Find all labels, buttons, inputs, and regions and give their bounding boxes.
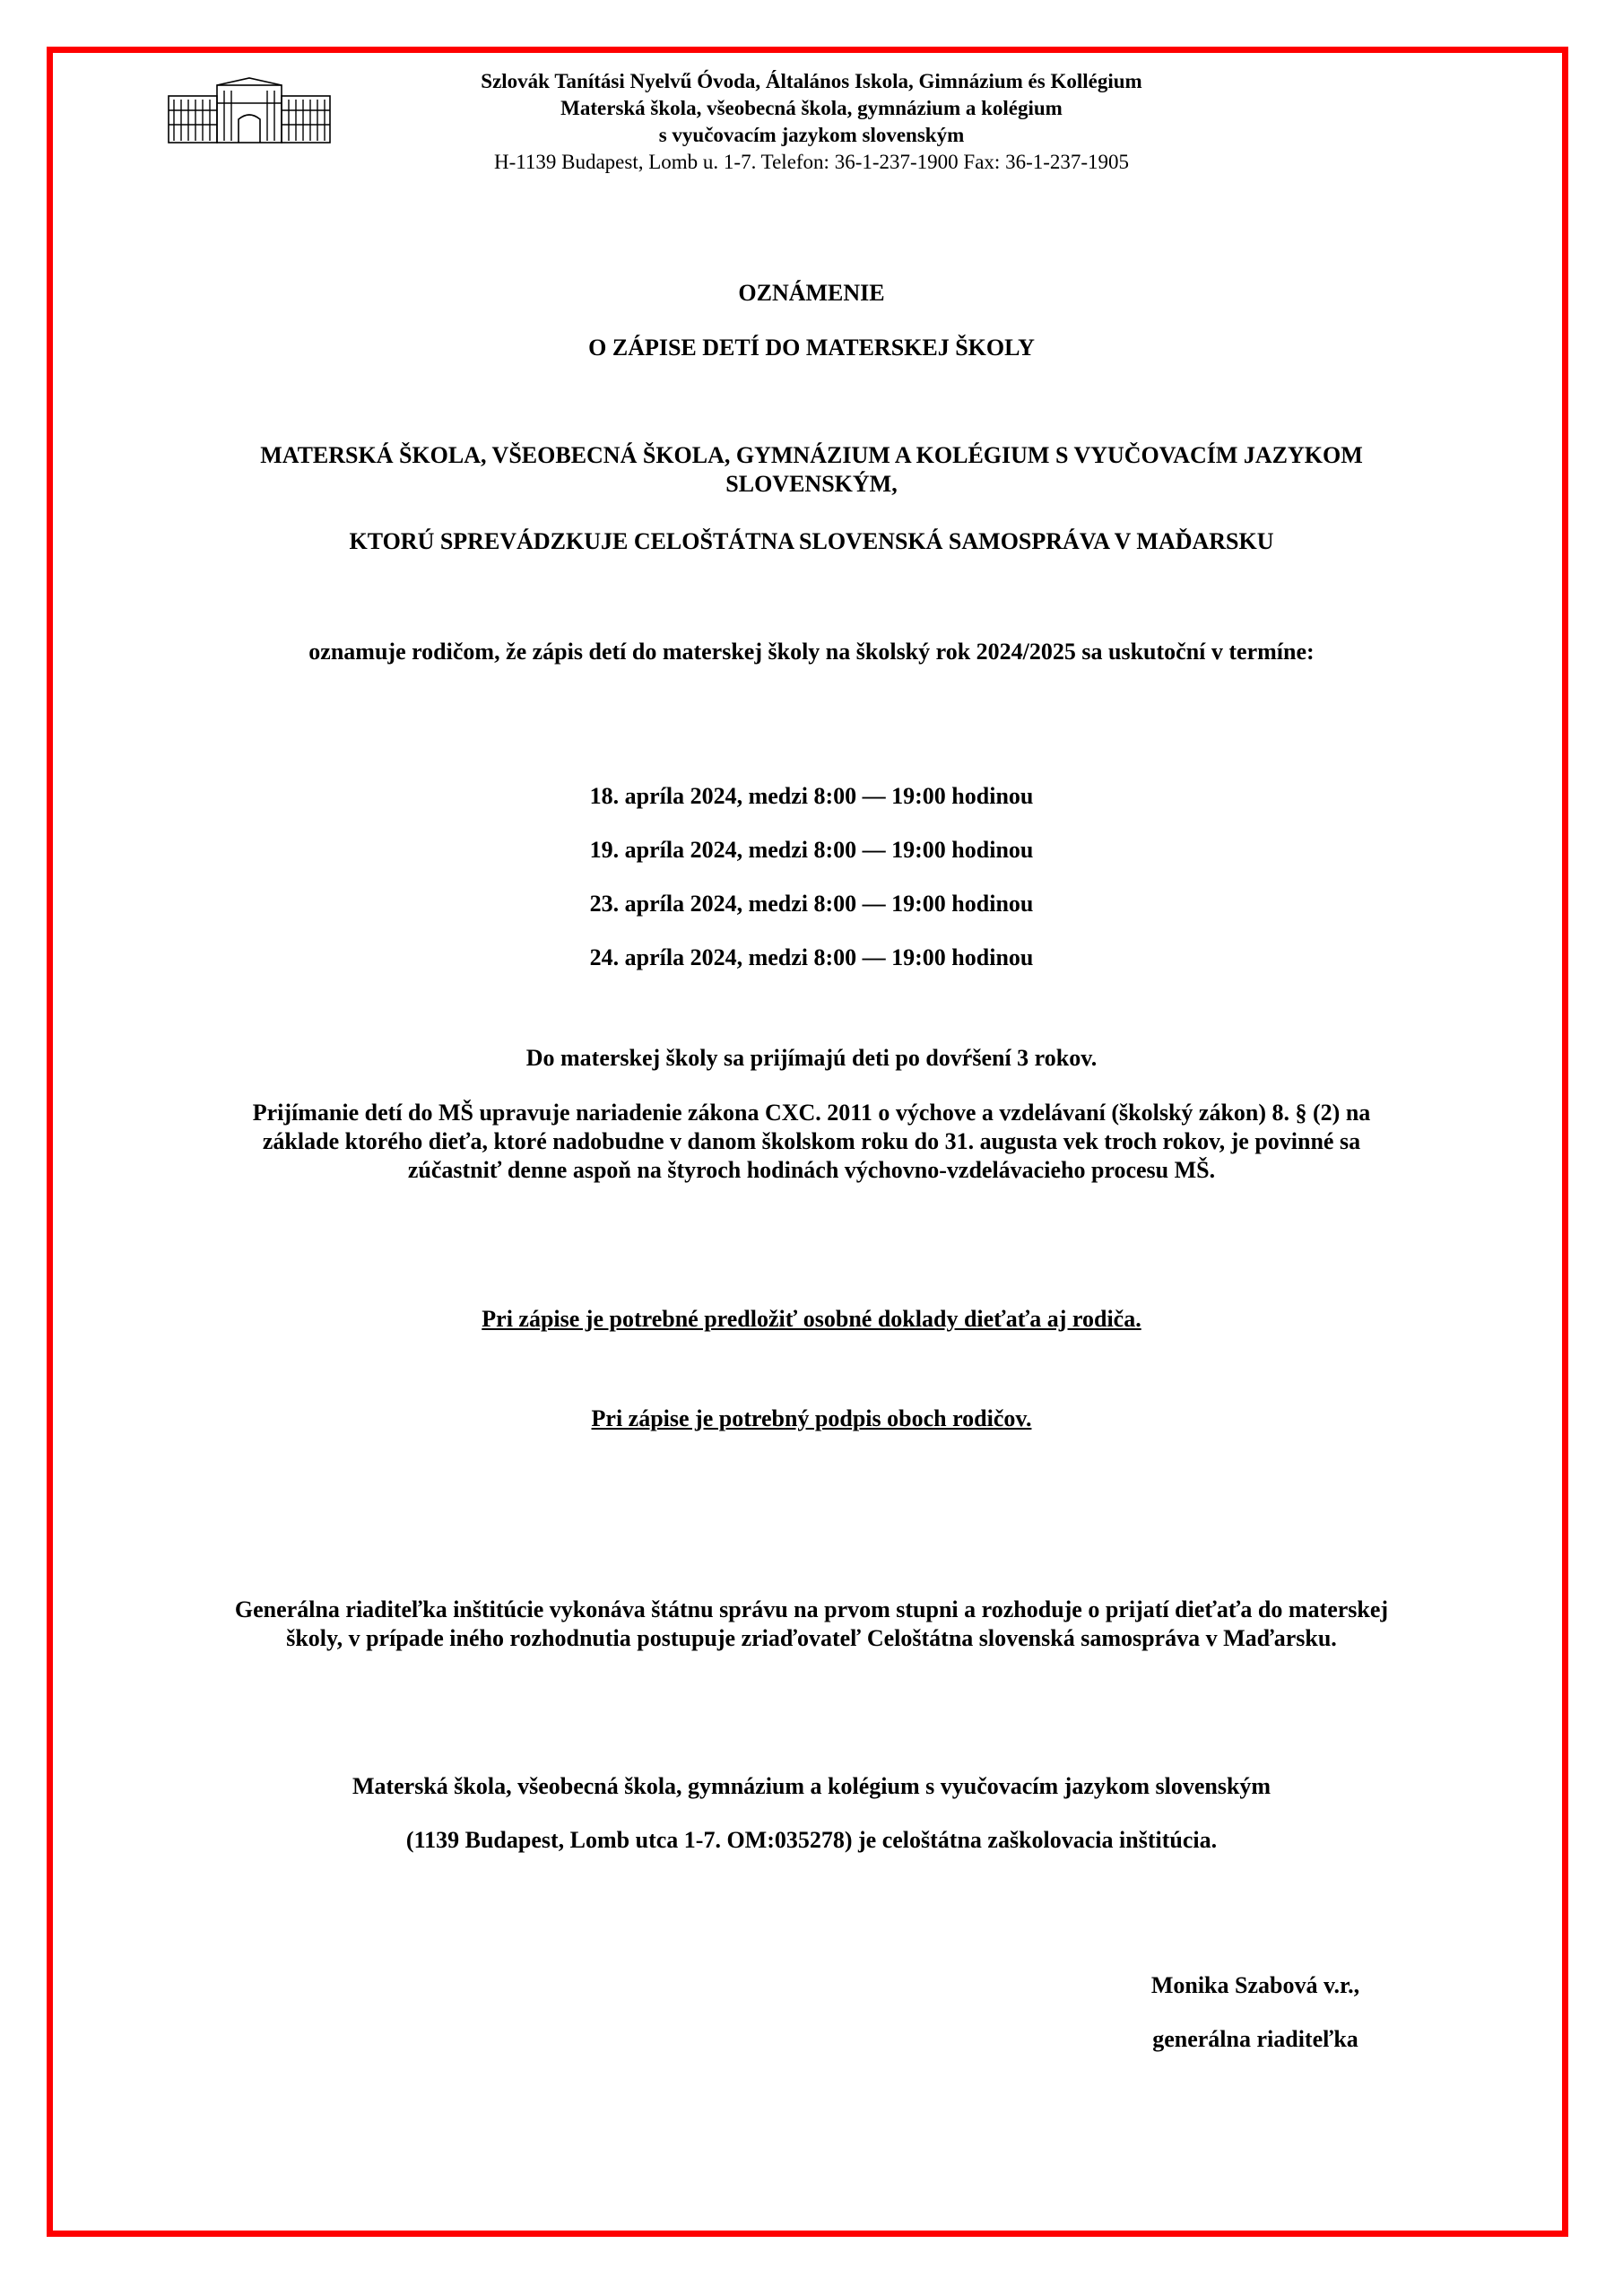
law-line-3: zúčastniť denne aspoň na štyroch hodinách výchovno-vzdelávacieho procesu MŠ. (407, 1157, 1216, 1183)
law-line-2: základe ktorého dieťa, ktoré nadobudne v danom školskom roku do 31. augusta vek troch rokov, je povinné sa (262, 1128, 1361, 1154)
date-3: 23. apríla 2024, medzi 8:00 — 19:00 hodinou (589, 891, 1034, 917)
institution-operator: KTORÚ SPREVÁDZKUJE CELOŠTÁTNA SLOVENSKÁ SAMOSPRÁVA V MAĎARSKU (349, 528, 1274, 554)
footer-institution: Materská škola, všeobecná škola, gymnázium a kolégium s vyučovacím jazykom slovenským (352, 1773, 1271, 1799)
notice-title: OZNÁMENIE (738, 280, 885, 306)
documents-requirement: Pri zápise je potrebné predložiť osobné doklady dieťaťa aj rodiča. (482, 1306, 1141, 1332)
school-building-logo-icon (167, 76, 332, 146)
age-note: Do materskej školy sa prijímajú deti po dovŕšení 3 rokov. (525, 1045, 1098, 1071)
signatory-title: generálna riaditeľka (1152, 2026, 1358, 2052)
decision-line-2: školy, v prípade iného rozhodnutia postupuje zriaďovateľ Celoštátna slovenská samospráva v Maďarsku. (286, 1625, 1337, 1651)
letterhead-slovak-name-cont: s vyučovacím jazykom slovenským (658, 124, 965, 146)
date-1: 18. apríla 2024, medzi 8:00 — 19:00 hodinou (589, 783, 1034, 809)
letterhead-address: H-1139 Budapest, Lomb u. 1-7. Telefon: 36-1-237-1900 Fax: 36-1-237-1905 (493, 151, 1130, 173)
school-letterhead (359, 68, 1264, 176)
letterhead-hungarian-name: Szlovák Tanítási Nyelvű Óvoda, Általános Iskola, Gimnázium és Kollégium (481, 70, 1142, 92)
footer-address: (1139 Budapest, Lomb utca 1-7. OM:035278) je celoštátna zaškolovacia inštitúcia. (405, 1827, 1218, 1853)
institution-name-line-1: MATERSKÁ ŠKOLA, VŠEOBECNÁ ŠKOLA, GYMNÁZIUM A KOLÉGIUM S VYUČOVACÍM JAZYKOM (260, 442, 1363, 468)
institution-name (135, 441, 1488, 499)
law-line-1: Prijímanie detí do MŠ upravuje nariadenie zákona CXC. 2011 o výchove a vzdelávaní (školský zákon) 8. § (2) na (252, 1100, 1371, 1126)
decision-line-1: Generálna riaditeľka inštitúcie vykonáva štátnu správu na prvom stupni a rozhoduje o prijatí dieťaťa do materskej (234, 1596, 1389, 1622)
intro-text: oznamuje rodičom, že zápis detí do materskej školy na školský rok 2024/2025 sa uskutoční v termíne: (308, 639, 1315, 665)
law-paragraph (135, 1099, 1488, 1185)
decision-paragraph (135, 1596, 1488, 1653)
notice-subtitle: O ZÁPISE DETÍ DO MATERSKEJ ŠKOLY (588, 335, 1035, 361)
institution-name-line-2: SLOVENSKÝM, (725, 471, 898, 497)
signatory-name: Monika Szabová v.r., (1150, 1972, 1360, 1998)
date-2: 19. apríla 2024, medzi 8:00 — 19:00 hodinou (589, 837, 1034, 863)
date-4: 24. apríla 2024, medzi 8:00 — 19:00 hodinou (589, 944, 1034, 970)
letterhead-slovak-name: Materská škola, všeobecná škola, gymnázium a kolégium (560, 97, 1063, 119)
signature-requirement: Pri zápise je potrebný podpis oboch rodičov. (591, 1405, 1032, 1431)
